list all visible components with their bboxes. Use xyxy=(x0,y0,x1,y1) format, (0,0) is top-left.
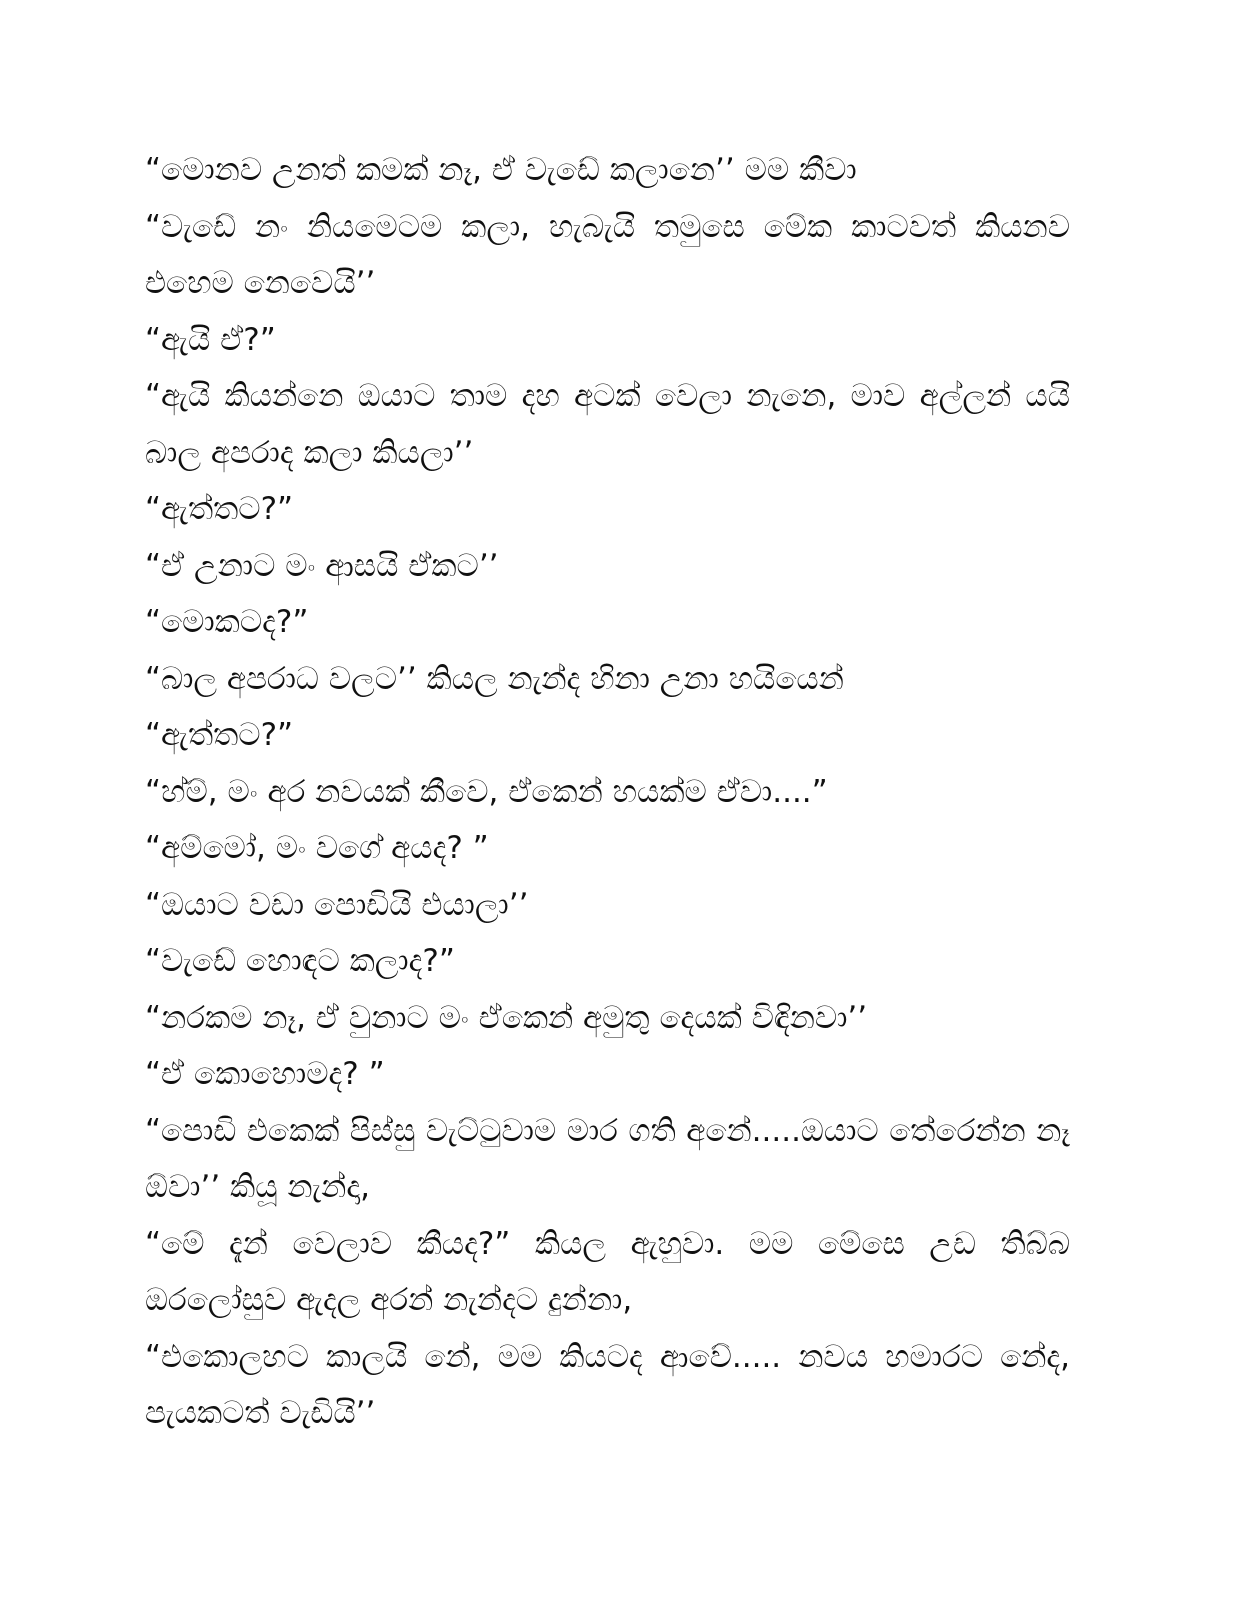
paragraph: “ඇත්තට?” xyxy=(145,717,294,753)
paragraph: “ඒ උනාට මං ආසයි ඒකට’’ xyxy=(145,547,499,584)
body-text xyxy=(145,142,1070,1442)
paragraph: “ඇත්තට?” xyxy=(145,491,294,527)
paragraph: “වැඩේ නං නියමෙටම කලා, හැබැයි තමුසෙ මේක කාටවත් කියනව එහෙම නෙවෙයි’’ xyxy=(145,208,1070,301)
paragraph: “බාල අපරාධ වලට’’ කියල නැන්ද හිනා උනා හයියෙන් xyxy=(145,660,844,697)
paragraph: “හ්ම්, මං අර නවයක් කීවෙ, ඒකෙන් හයක්ම ඒවා....” xyxy=(145,773,828,810)
paragraph: “මොනව උනත් කමක් නෑ, ඒ වැඩේ කලානෙ’’ මම කීවා xyxy=(145,152,857,188)
paragraph: “අම්මෝ, මං වගේ අයද? ” xyxy=(145,830,489,866)
paragraph: “ඔයාට වඩා පොඩියි එයාලා’’ xyxy=(145,886,529,923)
paragraph: “නරකම නෑ, ඒ වුනාට මං ඒකෙන් අමුතු දෙයක් විඳිනවා’’ xyxy=(145,999,868,1036)
paragraph: “පොඩි එකෙක් පිස්සු වැට්ටුවාම මාර ගති අනේ.....ඔයාට තේරෙන්න නෑ ඕවා’’ කියූ නැන්දා, xyxy=(145,1112,1070,1205)
paragraph: “ඒ කොහොමද? ” xyxy=(145,1056,385,1092)
paragraph: “වැඩේ හොඳට කලාද?” xyxy=(145,943,455,979)
paragraph: “එකොලහට කාලයි නේ, මම කියටද ආවේ..... නවය හමාරට නේද, පැයකටත් වැඩියි’’ xyxy=(145,1338,1070,1431)
paragraph: “මොකටද?” xyxy=(145,604,309,640)
paragraph: “ඇයි ඒ?” xyxy=(145,321,276,358)
paragraph: “ඇයි කියන්නෙ ඔයාට තාම දහ අටක් වෙලා නැනෙ, මාව අල්ලන් යයි බාල අපරාද කලා කියලා’’ xyxy=(145,378,1070,471)
paragraph: “මේ දැන් වෙලාව කීයද?” කියල ඇහුවා. මම මේසෙ උඩ තිබ්බ ඔරලෝසුව ඇදල අරන් නැන්දට දුන්නා, xyxy=(145,1225,1070,1318)
